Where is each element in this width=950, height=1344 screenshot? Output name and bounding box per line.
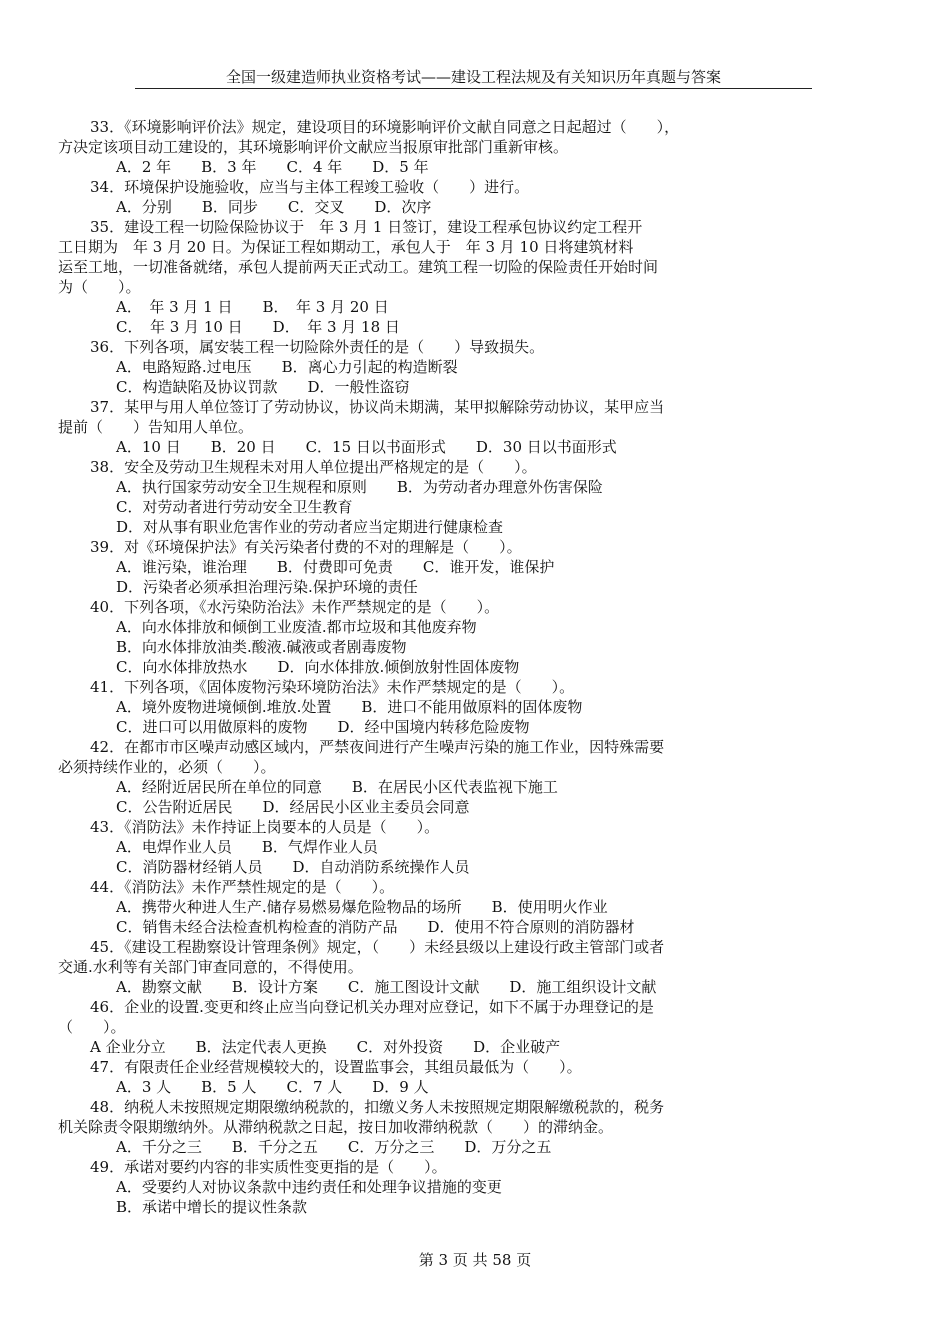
question-text: 49．承诺对要约内容的非实质性变更指的是（ ）。 <box>90 1158 447 1176</box>
option-line: A．向水体排放和倾倒工业废渣.都市垃圾和其他废弃物 <box>116 618 477 636</box>
option-line: A．千分之三 B．千分之五 C．万分之三 D．万分之五 <box>116 1138 552 1156</box>
question-text: 38．安全及劳动卫生规程未对用人单位提出严格规定的是（ ）。 <box>90 458 537 476</box>
option-line: A．携带火种进人生产.储存易燃易爆危险物品的场所 B．使用明火作业 <box>116 898 608 916</box>
question-continuation: 工日期为 年 3 月 20 日。为保证工程如期动工，承包人于 年 3 月 10 日将建筑材料 <box>58 238 634 256</box>
header-title: 全国一级建造师执业资格考试——建设工程法规及有关知识历年真题与答案 <box>225 68 721 86</box>
question-text: 48．纳税人未按照规定期限缴纳税款的，扣缴义务人未按照规定期限解缴税款的，税务 <box>90 1098 665 1116</box>
question-continuation: （ ）。 <box>58 1018 126 1036</box>
question-text: 33．《环境影响评价法》规定，建设项目的环境影响评价文献自同意之日起超过（ ）， <box>90 118 680 136</box>
option-line: D．污染者必须承担治理污染.保护环境的责任 <box>116 578 418 596</box>
option-line: C．公告附近居民 D．经居民小区业主委员会同意 <box>116 798 470 816</box>
option-line: A．2 年 B．3 年 C．4 年 D．5 年 <box>116 158 429 176</box>
page-number: 第 3 页 共 58 页 <box>418 1251 532 1269</box>
question-text: 44．《消防法》未作严禁性规定的是（ ）。 <box>90 878 395 896</box>
option-line: C．进口可以用做原料的废物 D．经中国境内转移危险废物 <box>116 718 530 736</box>
question-continuation: 提前（ ）告知用人单位。 <box>58 418 254 436</box>
question-text: 42．在都市市区噪声动感区域内，严禁夜间进行产生噪声污染的施工作业，因特殊需要 <box>90 738 665 756</box>
question-text: 36．下列各项，属安装工程一切险除外责任的是（ ）导致损失。 <box>90 338 545 356</box>
option-line: A．10 日 B．20 日 C．15 日以书面形式 D．30 日以书面形式 <box>116 438 617 456</box>
option-line: C．向水体排放热水 D．向水体排放.倾倒放射性固体废物 <box>116 658 520 676</box>
option-line: B．承诺中增长的提议性条款 <box>116 1198 308 1216</box>
page-header <box>135 66 812 89</box>
question-continuation: 必须持续作业的，必须（ ）。 <box>58 758 276 776</box>
option-line: B．向水体排放油类.酸液.碱液或者剧毒废物 <box>116 638 407 656</box>
option-line: A．境外废物进境倾倒.堆放.处置 B．进口不能用做原料的固体废物 <box>116 698 583 716</box>
question-text: 47．有限责任企业经营规模较大的，设置监事会，其组员最低为（ ）。 <box>90 1058 582 1076</box>
question-text: 34．环境保护设施验收，应当与主体工程竣工验收（ ）进行。 <box>90 178 530 196</box>
option-line: A．分别 B．同步 C．交叉 D．次序 <box>116 198 432 216</box>
option-line: C． 年 3 月 10 日 D． 年 3 月 18 日 <box>116 318 400 336</box>
question-continuation: 为（ ）。 <box>58 278 141 296</box>
option-line: A．3 人 B．5 人 C．7 人 D．9 人 <box>116 1078 429 1096</box>
question-text: 39．对《环境保护法》有关污染者付费的不对的理解是（ ）。 <box>90 538 522 556</box>
question-text: 35．建设工程一切险保险协议于 年 3 月 1 日签订，建设工程承包协议约定工程开 <box>90 218 643 236</box>
option-line: A．电路短路.过电压 B．离心力引起的构造断裂 <box>116 358 458 376</box>
option-line: A．谁污染，谁治理 B．付费即可免责 C．谁开发，谁保护 <box>116 558 555 576</box>
question-continuation: 交通.水利等有关部门审查同意的，不得使用。 <box>58 958 363 976</box>
question-text: 41．下列各项，《固体废物污染环境防治法》未作严禁规定的是（ ）。 <box>90 678 575 696</box>
option-line: A． 年 3 月 1 日 B． 年 3 月 20 日 <box>116 298 389 316</box>
question-text: 43．《消防法》未作持证上岗要本的人员是（ ）。 <box>90 818 440 836</box>
option-line: A 企业分立 B．法定代表人更换 C．对外投资 D．企业破产 <box>90 1038 561 1056</box>
option-line: A．受要约人对协议条款中违约责任和处理争议措施的变更 <box>116 1178 502 1196</box>
question-text: 46．企业的设置.变更和终止应当向登记机关办理对应登记，如下不属于办理登记的是 <box>90 998 654 1016</box>
option-line: D．对从事有职业危害作业的劳动者应当定期进行健康检查 <box>116 518 504 536</box>
option-line: A．经附近居民所在单位的同意 B．在居民小区代表监视下施工 <box>116 778 558 796</box>
question-continuation: 方决定该项目动工建设的，其环境影响评价文献应当报原审批部门重新审核。 <box>58 138 569 156</box>
option-line: C．构造缺陷及协议罚款 D．一般性盗窃 <box>116 378 410 396</box>
option-line: A．电焊作业人员 B．气焊作业人员 <box>116 838 378 856</box>
question-continuation: 机关除责令限期缴纳外。从滞纳税款之日起，按日加收滞纳税款（ ）的滞纳金。 <box>58 1118 614 1136</box>
page-footer <box>0 1249 950 1270</box>
option-line: A．执行国家劳动安全卫生规程和原则 B．为劳动者办理意外伤害保险 <box>116 478 603 496</box>
option-line: C．消防器材经销人员 D．自动消防系统操作人员 <box>116 858 470 876</box>
option-line: C．销售未经合法检查机构检查的消防产品 D．使用不符合原则的消防器材 <box>116 918 635 936</box>
question-text: 40．下列各项，《水污染防治法》未作严禁规定的是（ ）。 <box>90 598 500 616</box>
option-line: C．对劳动者进行劳动安全卫生教育 <box>116 498 353 516</box>
option-line: A．勘察文献 B．设计方案 C．施工图设计文献 D．施工组织设计文献 <box>116 978 657 996</box>
question-continuation: 运至工地，一切准备就绪，承包人提前两天正式动工。建筑工程一切险的保险责任开始时间 <box>58 258 659 276</box>
question-text: 37．某甲与用人单位签订了劳动协议，协议尚未期满，某甲拟解除劳动协议，某甲应当 <box>90 398 665 416</box>
question-text: 45．《建设工程勘察设计管理条例》规定，（ ）未经县级以上建设行政主管部门或者 <box>90 938 665 956</box>
document-body <box>58 117 758 1217</box>
